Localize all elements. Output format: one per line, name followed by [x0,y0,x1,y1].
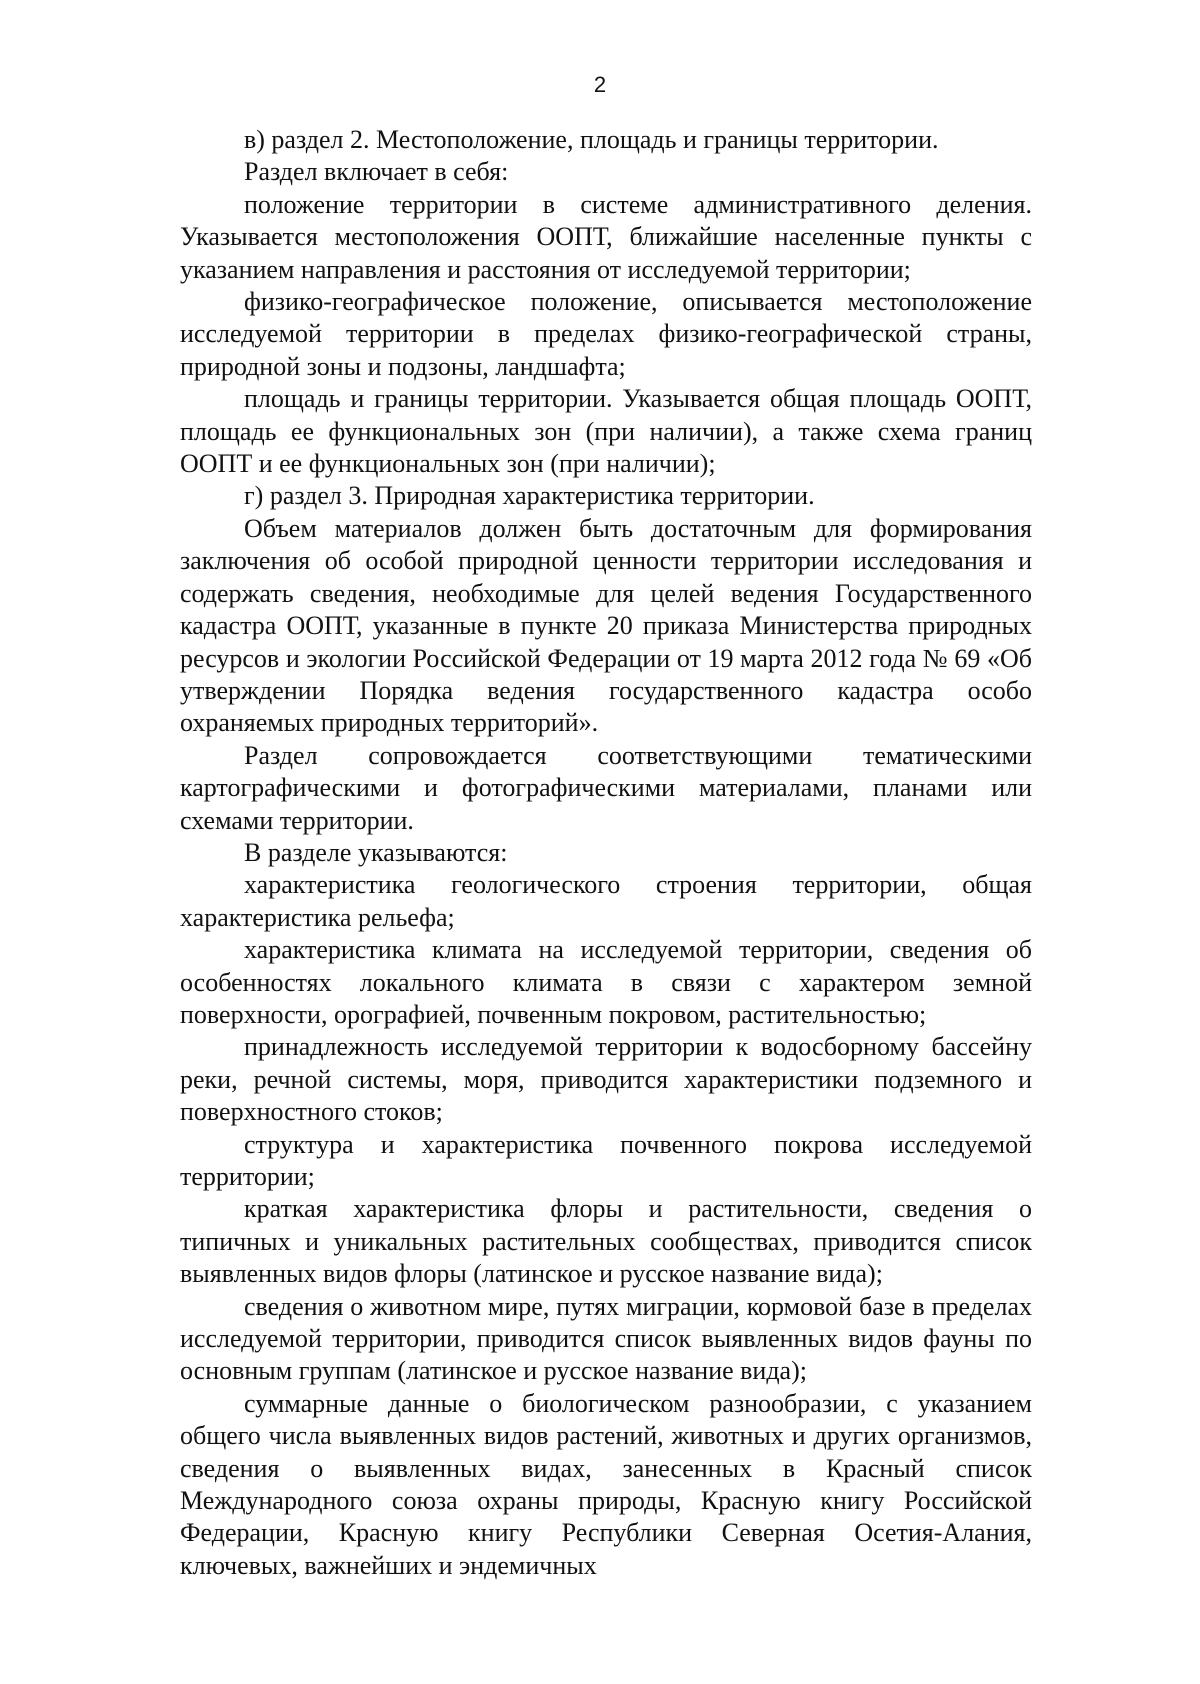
paragraph: физико-географическое положение, описывается местоположение исследуемой территории в пределах физико-географической страны, природной зоны и подзоны, ландшафта; [180,287,1032,381]
page-number: 2 [593,72,607,97]
body-text [180,124,1032,1582]
paragraph: площадь и границы территории. Указывается общая площадь ООПТ, площадь ее функциональных зон (при наличии), а также схема границ ООПТ и ее функциональных зон (при наличии); [180,384,1032,479]
paragraph: характеристика климата на исследуемой территории, сведения об особенностях локального климата в связи с характером земной поверхности, орографией, почвенным покровом, растительностью; [180,935,1032,1029]
paragraph: положение территории в системе административного деления. Указывается местоположения ООПТ, ближайшие населенные пункты с указанием направления и расстояния от исследуемой территории; [180,189,1032,284]
paragraph: сведения о животном мире, путях миграции, кормовой базе в пределах исследуемой территории, приводится список выявленных видов фауны по основным группам (латинское и русское название вида); [180,1291,1032,1386]
paragraph: г) раздел 3. Природная характеристика территории. [244,481,815,511]
paragraph: суммарные данные о биологическом разнообразии, с указанием общего числа выявленных видов растений, животных и других организмов, сведения о выявленных видах, занесенных в Красный список Международного союза охраны природы, Красную книгу Российской Федерации, Красную книгу Республики Северная Осетия-Алания, ключевых, важнейших и эндемичных [180,1388,1032,1580]
paragraph: характеристика геологического строения территории, общая характеристика рельефа; [180,870,1032,932]
paragraph: принадлежность исследуемой территории к водосборному бассейну реки, речной системы, моря, приводится характеристики подземного и поверхностного стоков; [180,1032,1032,1127]
paragraph: Раздел сопровождается соответствующими тематическими картографическими и фотографическими материалами, планами или схемами территории. [180,740,1032,835]
paragraph: в) раздел 2. Местоположение, площадь и границы территории. [244,125,939,154]
paragraph: Раздел включает в себя: [244,157,509,187]
paragraph: структура и характеристика почвенного покрова исследуемой территории; [180,1129,1032,1191]
paragraph: Объем материалов должен быть достаточным для формирования заключения об особой природной ценности территории исследования и содержать сведения, необходимые для целей ведения Государственного кадастра ООПТ, указанные в пункте 20 приказа Министерства природных ресурсов и экологии Российской Федерации от 19 марта 2012 года № 69 «Об утверждении Порядка ведения государственного кадастра особо охраняемых природных территорий». [180,513,1032,738]
paragraph: краткая характеристика флоры и растительности, сведения о типичных и уникальных растительных сообществах, приводится список выявленных видов флоры (латинское и русское название вида); [180,1194,1032,1289]
paragraph: В разделе указываются: [244,837,508,867]
